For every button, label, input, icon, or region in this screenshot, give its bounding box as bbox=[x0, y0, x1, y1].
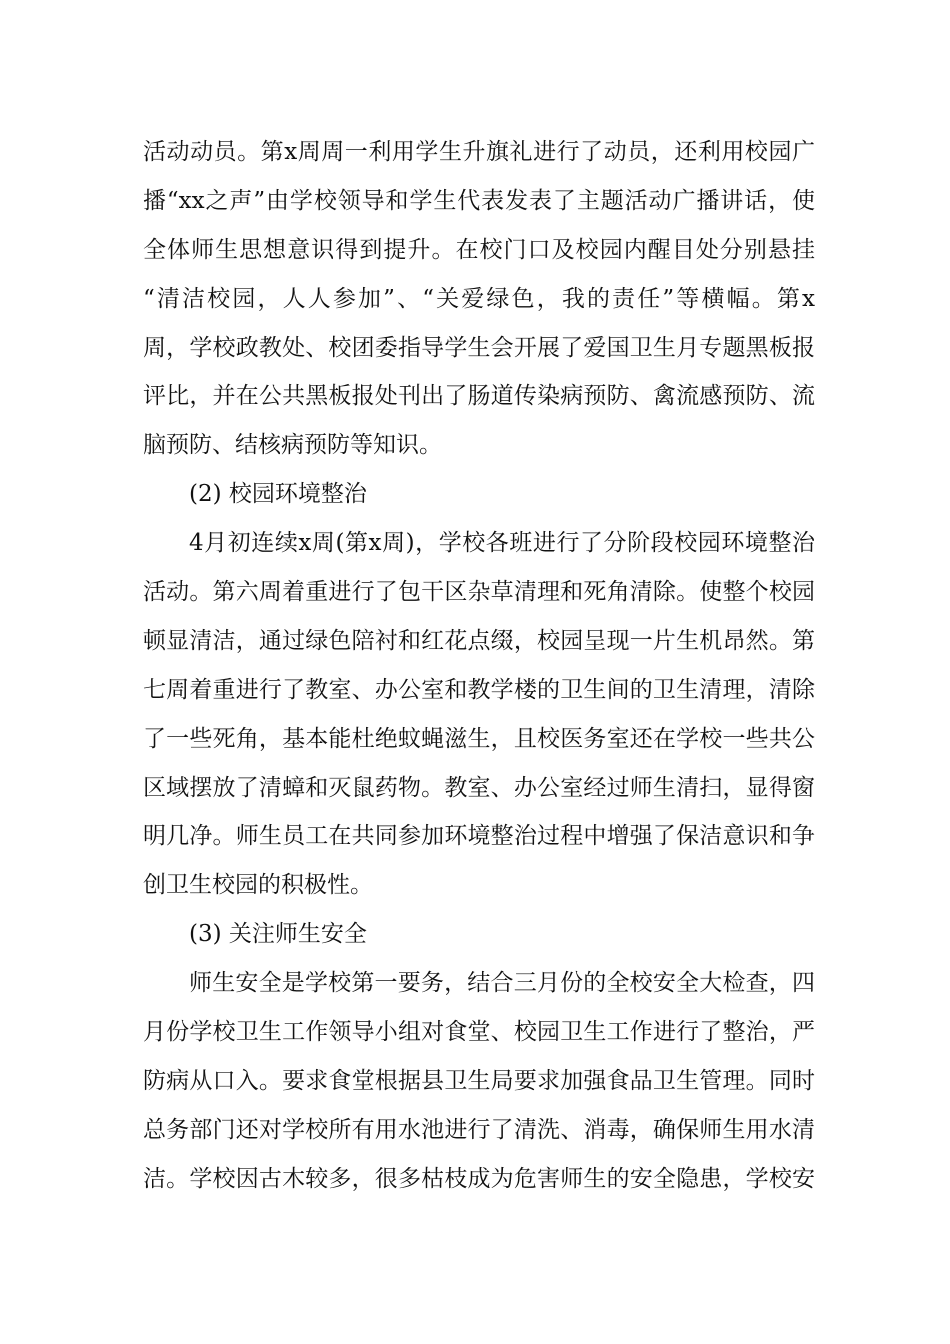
text-line: 月份学校卫生工作领导小组对食堂、校园卫生工作进行了整治，严 bbox=[143, 1019, 815, 1046]
text-line: 总务部门还对学校所有用水池进行了清洗、消毒，确保师生用水清 bbox=[143, 1116, 815, 1143]
text-line: 洁。学校因古木较多，很多枯枝成为危害师生的安全隐患，学校安 bbox=[143, 1165, 815, 1192]
text-line: 活动动员。第x周周一利用学生升旗礼进行了动员，还利用校园广 bbox=[143, 139, 815, 165]
text-line: 脑预防、结核病预防等知识。 bbox=[143, 432, 442, 459]
text-line: 区域摆放了清蟑和灭鼠药物。教室、办公室经过师生清扫，显得窗 bbox=[143, 774, 815, 801]
text-line: 周，学校政教处、校团委指导学生会开展了爱国卫生月专题黑板报 bbox=[143, 334, 815, 361]
text-line: 师生安全是学校第一要务，结合三月份的全校安全大检查，四 bbox=[189, 970, 815, 997]
text-line: 明几净。师生员工在共同参加环境整治过程中增强了保洁意识和争 bbox=[143, 823, 815, 850]
document-body bbox=[143, 128, 815, 1204]
text-line: “清洁校园，人人参加”、“关爱绿色，我的责任”等横幅。第x bbox=[143, 285, 815, 312]
text-line: 评比，并在公共黑板报处刊出了肠道传染病预防、禽流感预防、流 bbox=[143, 383, 815, 410]
text-line: 防病从口入。要求食堂根据县卫生局要求加强食品卫生管理。同时 bbox=[143, 1067, 815, 1094]
text-line: 4月初连续x周(第x周)，学校各班进行了分阶段校园环境整治 bbox=[189, 530, 815, 557]
text-line: 全体师生思想意识得到提升。在校门口及校园内醒目处分别悬挂 bbox=[143, 236, 815, 263]
text-line: 播“xx之声”由学校领导和学生代表发表了主题活动广播讲话，使 bbox=[143, 187, 815, 214]
text-line: 顿显清洁，通过绿色陪衬和红花点缀，校园呈现一片生机昂然。第 bbox=[143, 627, 815, 654]
text-line: 创卫生校园的积极性。 bbox=[143, 872, 373, 899]
text-line: (2) 校园环境整治 bbox=[189, 481, 367, 508]
text-line: 七周着重进行了教室、办公室和教学楼的卫生间的卫生清理，清除 bbox=[143, 676, 815, 703]
text-line: 了一些死角，基本能杜绝蚊蝇滋生，且校医务室还在学校一些共公 bbox=[143, 725, 815, 752]
text-line: 活动。第六周着重进行了包干区杂草清理和死角清除。使整个校园 bbox=[143, 579, 815, 606]
text-line: (3) 关注师生安全 bbox=[189, 921, 367, 948]
